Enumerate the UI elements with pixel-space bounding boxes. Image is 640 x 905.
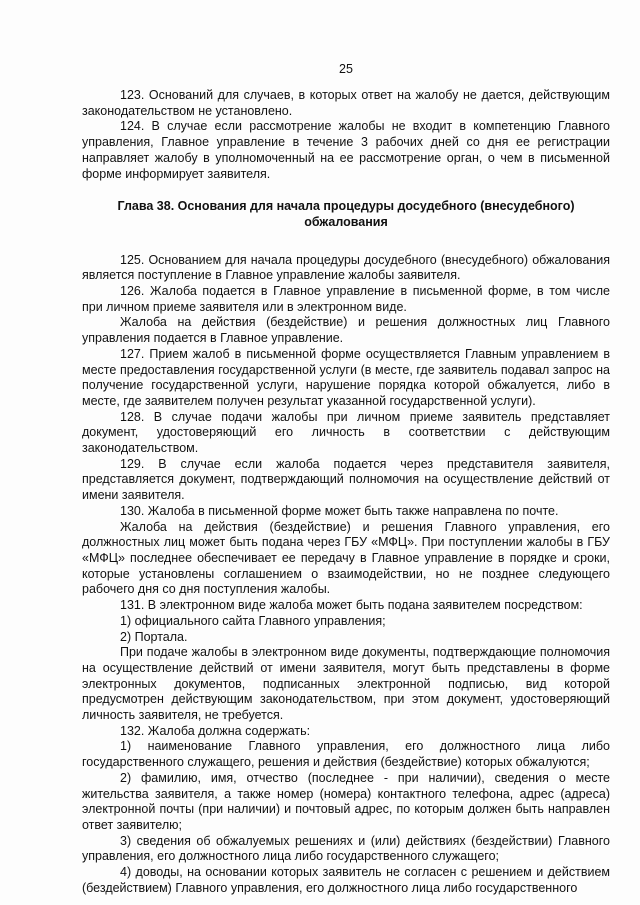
paragraph-130: 130. Жалоба в письменной форме может быть также направлена по почте. <box>120 503 559 518</box>
paragraph-127: 127. Прием жалоб в письменной форме осуществляется Главным управлением в месте предоставления государственной услуги (в месте, где заявитель подавал запрос на получение государственной услуги, нарушение порядка которой обжалуется, либо в месте, где заявителем получен результат указанной государственной услуги). <box>82 346 610 408</box>
page-number: 25 <box>339 62 353 76</box>
list-item-131-2: 2) Портала. <box>120 629 188 644</box>
paragraph-131: 131. В электронном виде жалоба может быть подана заявителем посредством: <box>120 598 583 613</box>
paragraph-132: 132. Жалоба должна содержать: <box>120 723 311 738</box>
paragraph-126: 126. Жалоба подается в Главное управление в письменной форме, в том числе при личном приеме заявителя или в электронном виде. <box>82 284 610 314</box>
list-item-132-2: 2) фамилию, имя, отчество (последнее - при наличии), сведения о месте жительства заявителя, а также номер (номера) контактного телефона, адрес (адреса) электронной почты (при наличии) и почтовый адрес, по которым должен быть направлен ответ заявителю; <box>82 770 610 832</box>
paragraph-123: 123. Оснований для случаев, в которых ответ на жалобу не дается, действующим законодательством не установлено. <box>82 88 610 118</box>
paragraph-128: 128. В случае подачи жалобы при личном приеме заявитель представляет документ, удостоверяющий его личность в соответствии с действующим законодательством. <box>82 409 610 456</box>
list-item-132-1: 1) наименование Главного управления, его должностного лица либо государственного служащего, решения и действия (бездействие) которых обжалуются; <box>82 739 610 770</box>
paragraph-125: 125. Основанием для начала процедуры досудебного (внесудебного) обжалования является поступление в Главное управление жалобы заявителя. <box>82 252 610 283</box>
paragraph-126-complaint: Жалоба на действия (бездействие) и решения должностных лиц Главного управления подается в Главное управление. <box>82 315 610 346</box>
paragraph-129: 129. В случае если жалоба подается через представителя заявителя, представляется документ, подтверждающий полномочия на осуществление действий от имени заявителя. <box>82 456 610 503</box>
paragraph-130-mfc: Жалоба на действия (бездействие) и решения Главного управления, его должностных лиц может быть подана через ГБУ «МФЦ». При поступлении жалобы в ГБУ «МФЦ» последнее обеспечивает ее передачу в Главное управление в порядке и сроки, которые установлены соглашением о взаимодействии, но не позднее следующего рабочего дня со дня поступления жалобы. <box>82 519 610 597</box>
list-item-132-3: 3) сведения об обжалуемых решениях и (или) действиях (бездействии) Главного управления, его должностного лица либо государственного служащего; <box>82 833 610 864</box>
paragraph-124: 124. В случае если рассмотрение жалобы не входит в компетенцию Главного управления, Главное управление в течение 3 рабочих дней со дня ее регистрации направляет жалобу в уполномоченный на ее рассмотрение орган, о чем в письменной форме информирует заявителя. <box>82 119 610 181</box>
paragraph-131-electronic: При подаче жалобы в электронном виде документы, подтверждающие полномочия на осуществление действий от имени заявителя, могут быть представлены в форме электронных документов, подписанных электронной подписью, вид которой предусмотрен действующим законодательством, при этом документ, удостоверяющий личность заявителя, не требуется. <box>82 645 610 723</box>
list-item-131-1: 1) официального сайта Главного управления; <box>120 613 386 628</box>
chapter-heading: Глава 38. Основания для начала процедуры досудебного (внесудебного) обжалования <box>117 199 575 229</box>
list-item-132-4: 4) доводы, на основании которых заявитель не согласен с решением и действием (бездействием) Главного управления, его должностного лица либо государственного <box>82 865 610 895</box>
